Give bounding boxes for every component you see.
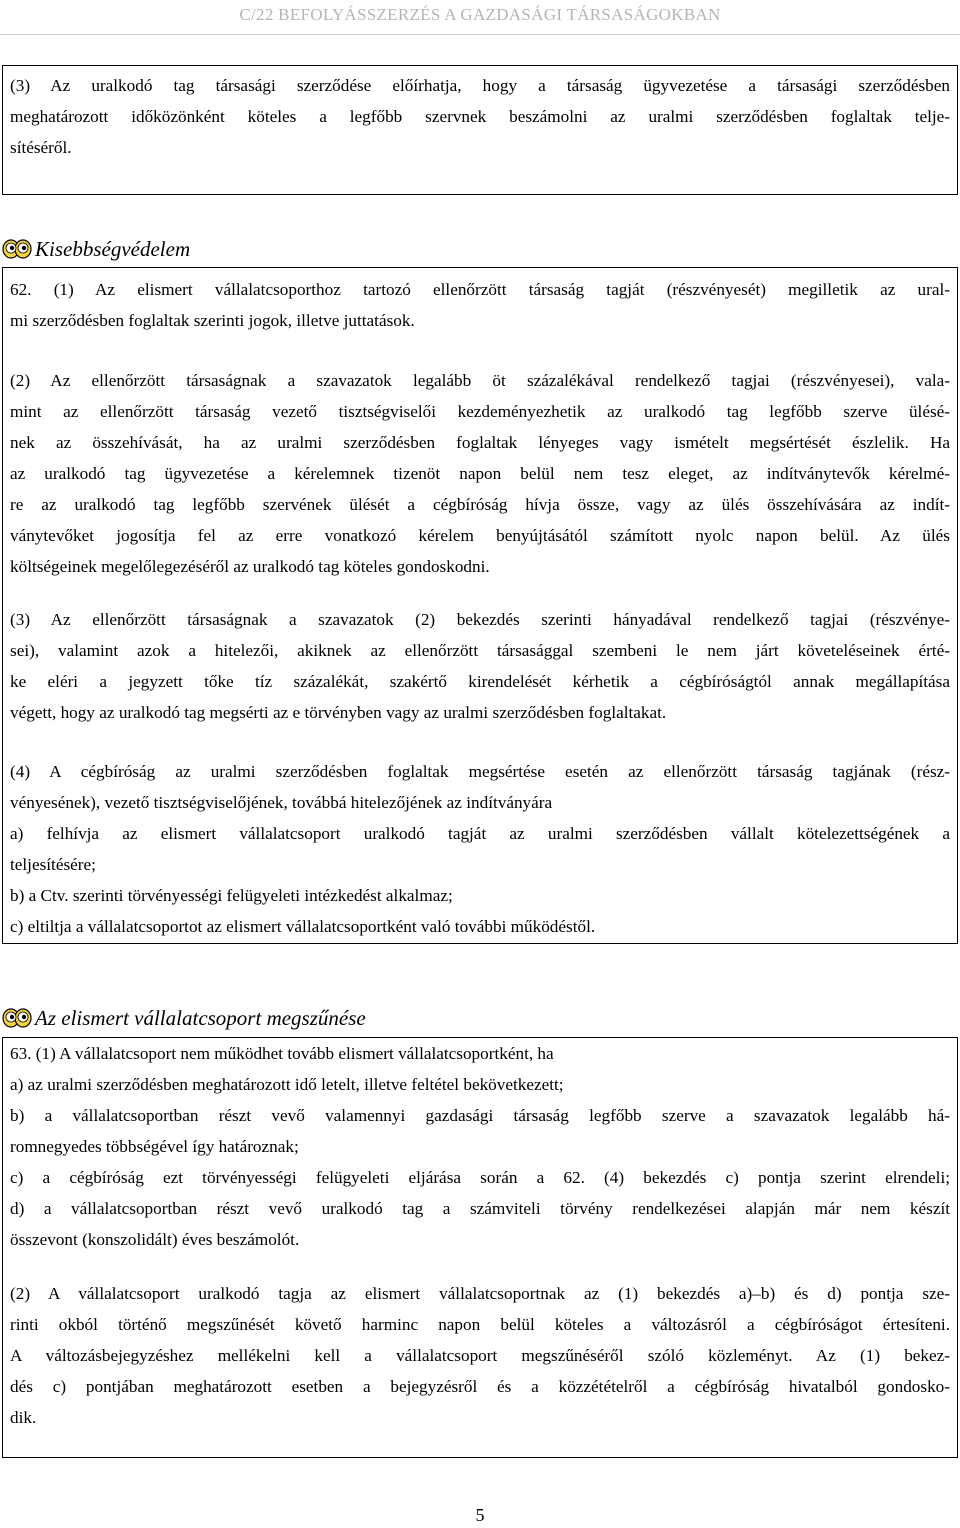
text-line: re az uralkodó tag legfőbb szervének ülését a cégbíróság hívja össze, vagy az ülés összehívására az indít- (10, 495, 950, 514)
text-line: mi szerződésben foglaltak szerinti jogok, illetve juttatások. (10, 311, 415, 330)
text-line: nek az összehívását, ha az uralmi szerződésben foglaltak lényeges vagy ismételt megsértését észlelik. Ha (10, 433, 950, 452)
text-line: (3) Az uralkodó tag társasági szerződése előírhatja, hogy a társaság ügyvezetése a társasági szerződésben (10, 76, 950, 95)
section-heading-kisebbsegvedelem (2, 236, 190, 262)
text-line: sei), valamint azok a hitelezői, akiknek az ellenőrzött társasággal szembeni le nem járt követeléseinek érté- (10, 641, 950, 660)
text-line: a) felhívja az elismert vállalatcsoport uralkodó tagját az uralmi szerződésben vállalt kötelezettségének a (10, 824, 950, 843)
section-title-text: Kisebbségvédelem (35, 237, 191, 261)
paragraph-63-1 (10, 1038, 950, 1255)
text-line: (2) A vállalatcsoport uralkodó tagja az elismert vállalatcsoportnak az (1) bekezdés a)–b) és d) pontja sze- (10, 1284, 950, 1303)
text-line: ke eléri a jegyzett tőke tíz százalékát, szakértő kirendelését kérhetik a cégbíróságtól annak megállapítása (10, 672, 950, 691)
text-line: mint az ellenőrzött társaság vezető tisztségviselői kezdeményezhetik az uralkodó tag legfőbb szerve ülésé- (10, 402, 950, 421)
header-divider (0, 34, 960, 35)
paragraph-63-2 (10, 1278, 950, 1433)
text-line: dés c) pontjában meghatározott esetben a bejegyzésről és a közzétételről a cégbíróság hivatalból gondosko- (10, 1377, 950, 1396)
eyes-icon (2, 238, 32, 260)
text-line: költségeinek megelőlegezéséről az uralkodó tag köteles gondoskodni. (10, 557, 490, 576)
top-box-paragraph (10, 70, 950, 163)
page-number: 5 (475, 1505, 485, 1525)
running-header: C/22 BEFOLYÁSSZERZÉS A GAZDASÁGI TÁRSASÁGOKBAN (239, 5, 721, 24)
paragraph-62-4 (10, 756, 950, 942)
eyes-icon (2, 1007, 32, 1029)
text-line: c) eltiltja a vállalatcsoportot az elismert vállalatcsoportként való további működéstől. (10, 917, 596, 936)
text-line: vényesének), vezető tisztségviselőjének, továbbá hitelezőjének az indítványára (10, 793, 553, 812)
text-line: 62. (1) Az elismert vállalatcsoporthoz tartozó ellenőrzött társaság tagját (részvényesét) megilletik az ural- (10, 280, 950, 299)
text-line: dik. (10, 1408, 37, 1427)
text-line: c) a cégbíróság ezt törvényességi felügyeleti eljárása során a 62. (4) bekezdés c) pontja szerint elrendeli; (10, 1168, 950, 1187)
section-title-text: Az elismert vállalatcsoport megszűnése (35, 1006, 366, 1030)
text-line: (4) A cégbíróság az uralmi szerződésben foglaltak megsértése esetén az ellenőrzött társaság tagjának (rész- (10, 762, 950, 781)
text-line: rinti okból történő megszűnését követő harminc napon belül köteles a változásról a cégbíróságot értesíteni. (10, 1315, 950, 1334)
text-line: végett, hogy az uralkodó tag megsérti az e törvényben vagy az uralmi szerződésben foglaltakat. (10, 703, 667, 722)
section-heading-megszunes (2, 1005, 366, 1031)
text-line: összevont (konszolidált) éves beszámolót. (10, 1230, 300, 1249)
text-line: sítéséről. (10, 138, 72, 157)
paragraph-62-1 (10, 274, 950, 336)
text-line: meghatározott időközönként köteles a legfőbb szervnek beszámolni az uralmi szerződésben foglaltak telje- (10, 107, 950, 126)
text-line: a) az uralmi szerződésben meghatározott idő letelt, illetve feltétel bekövetkezett; (10, 1075, 564, 1094)
text-line: A változásbejegyzéshez mellékelni kell a vállalatcsoport megszűnéséről szóló közleményt. Az (1) bekez- (10, 1346, 950, 1365)
text-line: 63. (1) A vállalatcsoport nem működhet tovább elismert vállalatcsoportként, ha (10, 1044, 554, 1063)
paragraph-62-3 (10, 604, 950, 728)
text-line: (2) Az ellenőrzött társaságnak a szavazatok legalább öt százalékával rendelkező tagjai (részvényesei), vala- (10, 371, 950, 390)
text-line: az uralkodó tag ügyvezetése a kérelemnek tizenöt napon belül nem tesz eleget, az indítványtevők kérelmé- (10, 464, 950, 483)
text-line: b) a Ctv. szerinti törvényességi felügyeleti intézkedést alkalmaz; (10, 886, 453, 905)
text-line: ványtevőket jogosítja fel az erre vonatkozó kérelem benyújtásától számított nyolc napon belül. Az ülés (10, 526, 950, 545)
text-line: (3) Az ellenőrzött társaságnak a szavazatok (2) bekezdés szerinti hányadával rendelkező tagjai (részvénye- (10, 610, 950, 629)
text-line: romnegyedes többségével így határoznak; (10, 1137, 299, 1156)
text-line: d) a vállalatcsoportban részt vevő uralkodó tag a számviteli törvény rendelkezései alapján már nem készít (10, 1199, 950, 1218)
text-line: b) a vállalatcsoportban részt vevő valamennyi gazdasági társaság legfőbb szerve a szavazatok legalább há- (10, 1106, 950, 1125)
text-line: teljesítésére; (10, 855, 96, 874)
paragraph-62-2 (10, 365, 950, 582)
